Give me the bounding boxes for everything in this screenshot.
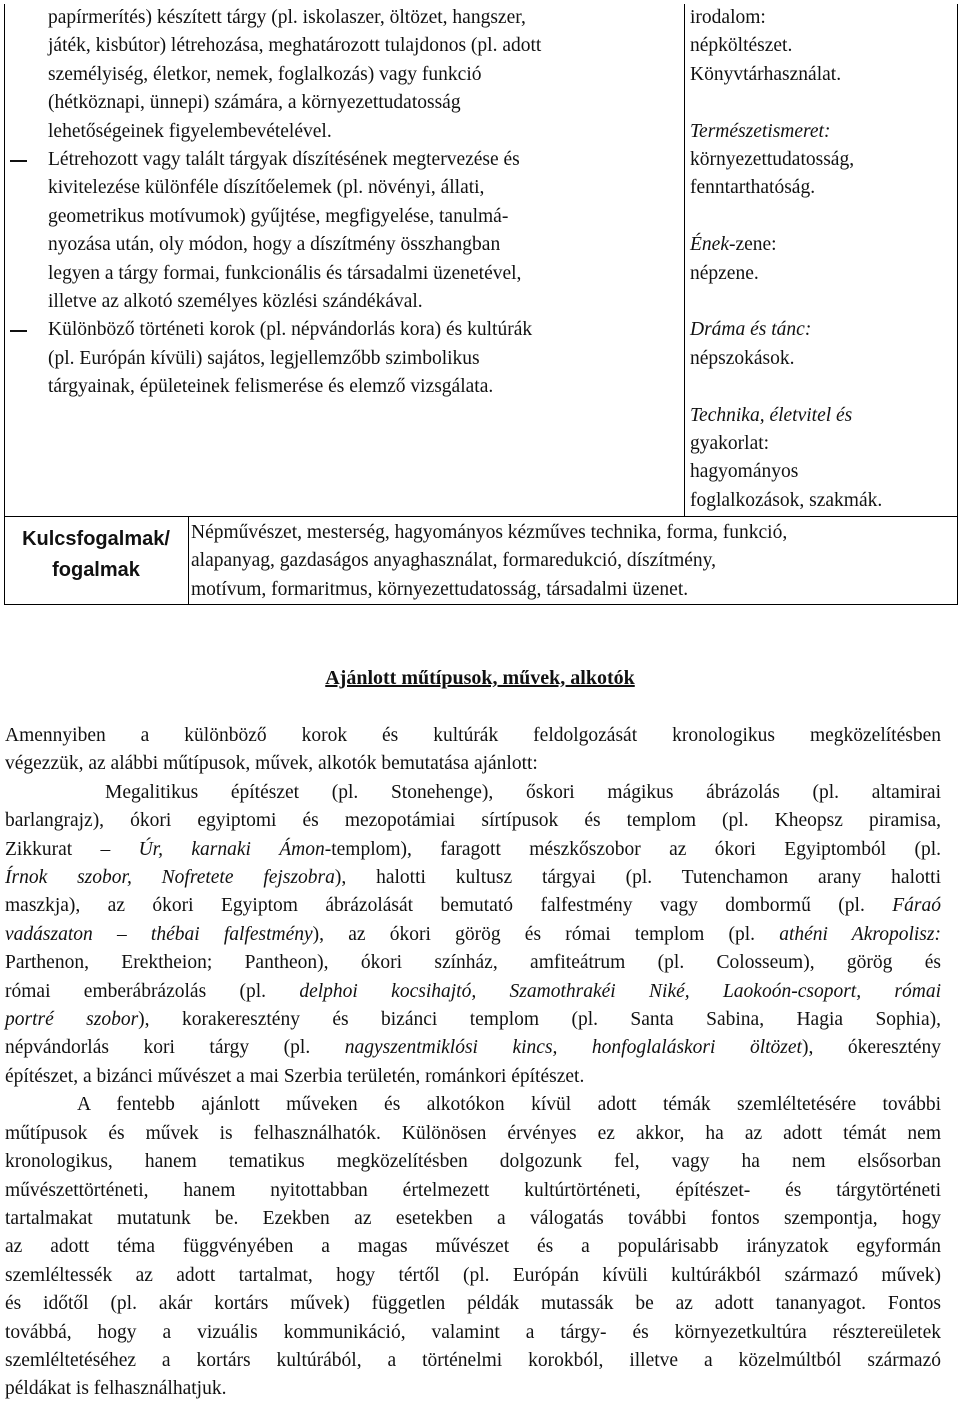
bullet-line: nyozása után, oly módon, hogy a díszítmény összhangban bbox=[48, 234, 501, 256]
side-title: Ének-zene: bbox=[690, 234, 777, 256]
bullet-line: legyen a tárgy formai, funkcionális és társadalmi üzenetével, bbox=[48, 262, 522, 284]
key-line: Népművészet, mesterség, hagyományos kézműves technika, forma, funkció, bbox=[191, 522, 788, 543]
key-concepts-label: Kulcsfogalmak/ fogalmak bbox=[22, 528, 170, 581]
key-column-divider bbox=[188, 516, 189, 605]
paragraph-line: műtípusok és művek is felhasználhatók. Különösen érvényes ez akkor, ha az adott témát nem bbox=[5, 1122, 941, 1144]
side-title: Technika, életvitel és bbox=[690, 404, 853, 426]
table-row-divider bbox=[4, 516, 958, 517]
side-line: Könyvtárhasználat. bbox=[690, 63, 842, 85]
paragraph-line: barlangrajz), ókori egyiptomi és mezopotámiai sírtípusok és templom (pl. Kheopsz piramisa, bbox=[5, 810, 941, 832]
body-text bbox=[5, 722, 941, 1404]
bullet-line: illetve az alkotó személyes közlési szándékával. bbox=[48, 291, 423, 313]
paragraph-line: tartalmakat mutatunk be. Ezekben az esetekben a válogatás további fontos szempontja, hogy bbox=[5, 1207, 941, 1229]
paragraph-line: A fentebb ajánlott műveken és alkotókon kívül adott témák szemléltetésére további bbox=[77, 1094, 941, 1116]
paragraph-line: vadászaton – thébai falfestmény), az ókori görög és római templom (pl. athéni Akropolisz: bbox=[5, 923, 941, 945]
side-line: gyakorlat: bbox=[690, 433, 770, 455]
intro-line: (hétköznapi, ünnepi) számára, a környezettudatosság bbox=[48, 92, 461, 114]
table-border-right bbox=[957, 4, 958, 605]
table-main-cell bbox=[48, 4, 680, 402]
paragraph-line: Zikkurat – Úr, karnaki Ámon-templom), faragott mészkőszobor az ókori Egyiptomból (pl. bbox=[5, 838, 942, 860]
side-title: Dráma és tánc: bbox=[690, 319, 812, 341]
paragraph-line: maszkja), az ókori Egyiptom ábrázolását bemutató falfestmény vagy dombormű (pl. Fáraó bbox=[5, 895, 941, 917]
paragraph-line: szemléltetéséhez a kortárs kultúrából, a történelmi korokból, illetve a közelmúltból származó bbox=[5, 1349, 941, 1371]
bullet-line: geometrikus motívumok) gyűjtése, megfigyelése, tanulmá- bbox=[48, 205, 509, 227]
bullet-line: tárgyainak, épületeinek felismerése és elemző vizsgálata. bbox=[48, 376, 494, 398]
paragraph-line: példákat is felhasználhatjuk. bbox=[5, 1378, 227, 1400]
key-line: motívum, formaritmus, környezettudatosság, társadalmi üzenet. bbox=[191, 578, 689, 600]
paragraph-line: kronologikus, hanem tematikus megközelítésben dolgozunk fel, vagy ha nem elsősorban bbox=[5, 1151, 941, 1173]
intro-line: személyiség, életkor, nemek, foglalkozás) vagy funkció bbox=[48, 63, 482, 85]
bullet-line: kivitelezése különféle díszítőelemek (pl. növényi, állati, bbox=[48, 177, 485, 199]
bullet-line: Létrehozott vagy talált tárgyak díszítésének megtervezése és bbox=[48, 149, 520, 171]
side-line: irodalom: bbox=[690, 7, 766, 28]
dash-bullet-icon bbox=[10, 330, 27, 332]
paragraph-line: Megalitikus építészet (pl. Stonehenge), őskori mágikus ábrázolás (pl. altamirai bbox=[105, 781, 941, 803]
key-concepts-text bbox=[191, 519, 953, 604]
side-title: Természetismeret: bbox=[690, 120, 831, 142]
paragraph-line: Amennyiben a különböző korok és kultúrák feldolgozását kronologikus megközelítésben bbox=[5, 725, 941, 746]
paragraph-line: továbbá, hogy a vizuális kommunikáció, valamint a tárgy- és környezetkultúra résztereületek bbox=[5, 1321, 941, 1343]
paragraph-line: művészettörténeti, hanem nyitottabban értelmezett kultúrtörténeti, építészet- és tárgytörténeti bbox=[5, 1179, 941, 1201]
paragraph-line: építészet, a bizánci művészet a mai Szerbia területén, románkori építészet. bbox=[5, 1065, 585, 1087]
paragraph-line: népvándorlás kori tárgy (pl. nagyszentmiklósi kincs, honfoglaláskori öltözet), ókeresztény bbox=[5, 1037, 941, 1059]
paragraph-line: szemléltessék az adott tartalmat, hogy tértől (pl. Európán kívüli kultúrákból származó művek) bbox=[5, 1264, 941, 1286]
paragraph-line: az adott téma függvényében a magas művészet és a populárisabb irányzatok egyformán bbox=[5, 1236, 941, 1258]
table-border-left bbox=[4, 4, 5, 605]
side-line: népköltészet. bbox=[690, 35, 793, 57]
bullet-line: (pl. Európán kívüli) sajátos, legjellemzőbb szimbolikus bbox=[48, 347, 480, 369]
bullet-item bbox=[48, 316, 680, 401]
paragraph-line: végezzük, az alábbi műtípusok, művek, alkotók bemutatása ajánlott: bbox=[5, 753, 538, 775]
table-side-cell bbox=[690, 4, 950, 515]
side-line: népszokások. bbox=[690, 347, 795, 369]
table-column-divider bbox=[684, 4, 685, 517]
dash-bullet-icon bbox=[10, 160, 27, 162]
intro-line: papírmerítés) készített tárgy (pl. iskolaszer, öltözet, hangszer, bbox=[48, 7, 526, 28]
key-line: alapanyag, gazdaságos anyaghasználat, formaredukció, díszítmény, bbox=[191, 550, 717, 572]
side-line: környezettudatosság, bbox=[690, 149, 855, 171]
side-line: hagyományos bbox=[690, 461, 799, 483]
paragraph-line: római emberábrázolás (pl. delphoi kocsihajtó, Szamothrakéi Niké, Laokoón-csoport, római bbox=[5, 980, 941, 1002]
paragraph-line: és időtől (pl. akár kortárs művek) független példák mutassák be az adott tananyagot. Fontos bbox=[5, 1293, 941, 1315]
paragraph-line: Írnok szobor, Nofretete fejszobra), halotti kultusz tárgyai (pl. Tutenchamon arany halotti bbox=[5, 867, 941, 889]
section-heading: Ajánlott műtípusok, művek, alkotók bbox=[325, 667, 635, 689]
side-line: foglalkozások, szakmák. bbox=[690, 489, 883, 511]
paragraph-line: Parthenon, Erektheion; Pantheon), ókori színház, amfiteátrum (pl. Colosseum), görög és bbox=[5, 952, 941, 974]
paragraph-line: portré szobor), korakeresztény és bizánci templom (pl. Santa Sabina, Hagia Sophia), bbox=[5, 1009, 941, 1031]
intro-line: játék, kisbútor) létrehozása, meghatározott tulajdonos (pl. adott bbox=[48, 35, 542, 57]
side-line: fenntarthatóság. bbox=[690, 177, 816, 199]
side-line: népzene. bbox=[690, 262, 759, 284]
intro-line: lehetőségeinek figyelembevételével. bbox=[48, 120, 332, 142]
bullet-item bbox=[48, 146, 680, 316]
bullet-line: Különböző történeti korok (pl. népvándorlás kora) és kultúrák bbox=[48, 319, 533, 341]
